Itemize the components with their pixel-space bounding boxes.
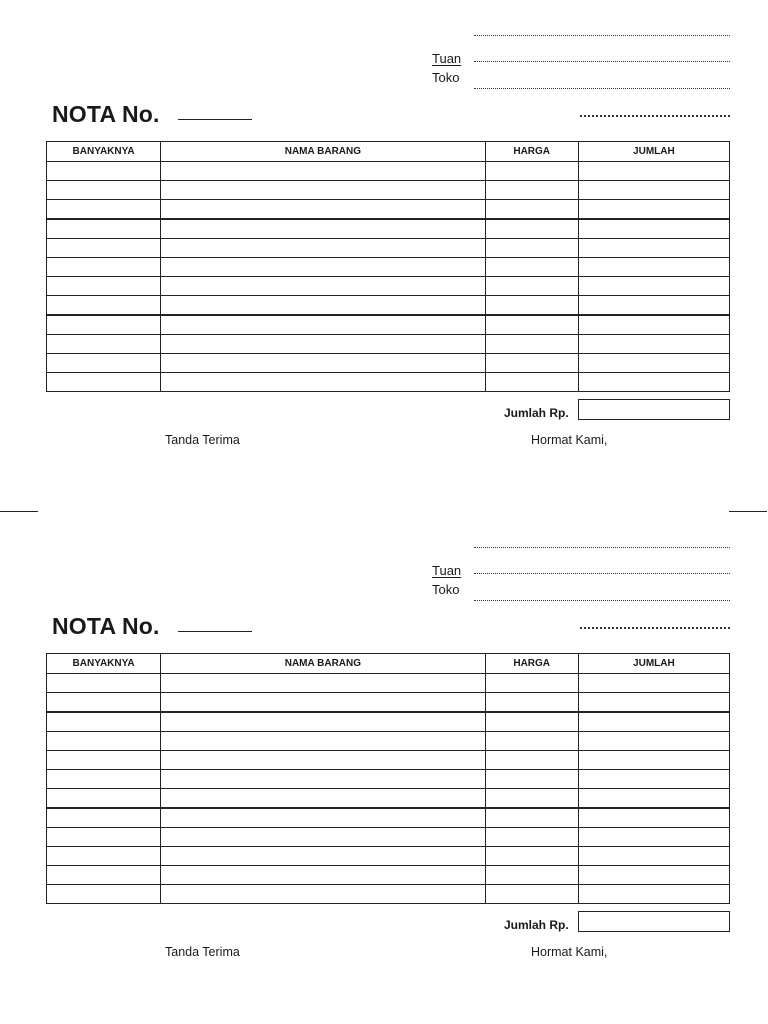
- table-row: [47, 354, 730, 373]
- item-name-cell[interactable]: [161, 866, 485, 885]
- item-name-cell[interactable]: [161, 373, 485, 392]
- quantity-cell[interactable]: [47, 693, 161, 713]
- table-row: [47, 200, 730, 220]
- column-header-item-name: NAMA BARANG: [161, 142, 485, 162]
- item-name-cell[interactable]: [161, 751, 485, 770]
- addressee-label: Tuan: [432, 563, 462, 578]
- item-name-cell[interactable]: [161, 219, 485, 239]
- item-name-cell[interactable]: [161, 712, 485, 732]
- item-name-cell[interactable]: [161, 674, 485, 693]
- item-name-cell[interactable]: [161, 885, 485, 904]
- price-cell[interactable]: [485, 751, 578, 770]
- price-cell[interactable]: [485, 296, 578, 316]
- item-name-cell[interactable]: [161, 354, 485, 373]
- table-row: [47, 808, 730, 828]
- item-name-cell[interactable]: [161, 315, 485, 335]
- quantity-cell[interactable]: [47, 847, 161, 866]
- amount-cell[interactable]: [578, 789, 729, 809]
- quantity-cell[interactable]: [47, 808, 161, 828]
- quantity-cell[interactable]: [47, 712, 161, 732]
- table-row: [47, 885, 730, 904]
- nota-title: NOTA No.: [52, 101, 160, 127]
- item-name-cell[interactable]: [161, 258, 485, 277]
- date-line[interactable]: [474, 35, 730, 36]
- price-cell[interactable]: [485, 789, 578, 809]
- amount-cell[interactable]: [578, 258, 729, 277]
- price-cell[interactable]: [485, 828, 578, 847]
- shop-line[interactable]: [474, 88, 730, 89]
- nota-number-line[interactable]: [178, 631, 252, 632]
- amount-cell[interactable]: [578, 335, 729, 354]
- table-row: [47, 789, 730, 809]
- price-cell[interactable]: [485, 693, 578, 713]
- amount-cell[interactable]: [578, 866, 729, 885]
- shop-line[interactable]: [474, 600, 730, 601]
- item-name-cell[interactable]: [161, 789, 485, 809]
- regards-signature-label: Hormat Kami,: [531, 945, 608, 959]
- quantity-cell[interactable]: [47, 354, 161, 373]
- amount-cell[interactable]: [578, 808, 729, 828]
- table-header: [47, 142, 730, 162]
- quantity-cell[interactable]: [47, 277, 161, 296]
- amount-cell[interactable]: [578, 354, 729, 373]
- table-row: [47, 828, 730, 847]
- quantity-cell[interactable]: [47, 335, 161, 354]
- quantity-cell[interactable]: [47, 162, 161, 181]
- quantity-cell[interactable]: [47, 751, 161, 770]
- date-line[interactable]: [474, 547, 730, 548]
- quantity-cell[interactable]: [47, 828, 161, 847]
- table-row: [47, 335, 730, 354]
- table-row: [47, 866, 730, 885]
- table-row: [47, 296, 730, 316]
- table-row: [47, 712, 730, 732]
- quantity-cell[interactable]: [47, 789, 161, 809]
- table-row: [47, 162, 730, 181]
- column-header-amount: JUMLAH: [578, 142, 729, 162]
- table-row: [47, 373, 730, 392]
- item-name-cell[interactable]: [161, 335, 485, 354]
- item-name-cell[interactable]: [161, 828, 485, 847]
- column-header-quantity: BANYAKNYA: [47, 654, 161, 674]
- quantity-cell[interactable]: [47, 200, 161, 220]
- nota-number-line[interactable]: [178, 119, 252, 120]
- total-amount-field[interactable]: [578, 399, 730, 420]
- shop-label: Toko: [432, 70, 460, 85]
- item-name-cell[interactable]: [161, 847, 485, 866]
- item-name-cell[interactable]: [161, 693, 485, 713]
- nota-title: NOTA No.: [52, 613, 160, 639]
- quantity-cell[interactable]: [47, 885, 161, 904]
- item-name-cell[interactable]: [161, 770, 485, 789]
- amount-cell[interactable]: [578, 239, 729, 258]
- amount-cell[interactable]: [578, 219, 729, 239]
- table-row: [47, 770, 730, 789]
- amount-cell[interactable]: [578, 885, 729, 904]
- amount-cell[interactable]: [578, 828, 729, 847]
- receipt-signature-label: Tanda Terima: [165, 433, 240, 447]
- price-cell[interactable]: [485, 181, 578, 200]
- item-name-cell[interactable]: [161, 162, 485, 181]
- amount-cell[interactable]: [578, 277, 729, 296]
- price-cell[interactable]: [485, 847, 578, 866]
- price-cell[interactable]: [485, 239, 578, 258]
- table-row: [47, 847, 730, 866]
- addressee-line[interactable]: [474, 61, 730, 62]
- items-table: [46, 141, 730, 392]
- quantity-cell[interactable]: [47, 181, 161, 200]
- items-table: [46, 653, 730, 904]
- amount-cell[interactable]: [578, 200, 729, 220]
- addressee-line[interactable]: [474, 573, 730, 574]
- item-name-cell[interactable]: [161, 732, 485, 751]
- price-cell[interactable]: [485, 712, 578, 732]
- quantity-cell[interactable]: [47, 674, 161, 693]
- nota-date-line[interactable]: [580, 115, 730, 117]
- amount-cell[interactable]: [578, 732, 729, 751]
- addressee-label: Tuan: [432, 51, 462, 66]
- table-header: [47, 654, 730, 674]
- amount-cell[interactable]: [578, 315, 729, 335]
- total-amount-field[interactable]: [578, 911, 730, 932]
- invoice-form-bottom: [0, 512, 768, 1012]
- amount-cell[interactable]: [578, 296, 729, 316]
- quantity-cell[interactable]: [47, 866, 161, 885]
- price-cell[interactable]: [485, 808, 578, 828]
- invoice-form-top: [0, 0, 768, 500]
- shop-label: Toko: [432, 582, 460, 597]
- table-row: [47, 315, 730, 335]
- amount-cell[interactable]: [578, 847, 729, 866]
- column-header-amount: JUMLAH: [578, 654, 729, 674]
- item-name-cell[interactable]: [161, 239, 485, 258]
- price-cell[interactable]: [485, 770, 578, 789]
- table-row: [47, 239, 730, 258]
- price-cell[interactable]: [485, 277, 578, 296]
- amount-cell[interactable]: [578, 693, 729, 713]
- item-name-cell[interactable]: [161, 277, 485, 296]
- price-cell[interactable]: [485, 219, 578, 239]
- quantity-cell[interactable]: [47, 732, 161, 751]
- price-cell[interactable]: [485, 732, 578, 751]
- quantity-cell[interactable]: [47, 258, 161, 277]
- table-row: [47, 732, 730, 751]
- table-row: [47, 181, 730, 200]
- receipt-signature-label: Tanda Terima: [165, 945, 240, 959]
- column-header-quantity: BANYAKNYA: [47, 142, 161, 162]
- amount-cell[interactable]: [578, 181, 729, 200]
- price-cell[interactable]: [485, 258, 578, 277]
- price-cell[interactable]: [485, 354, 578, 373]
- quantity-cell[interactable]: [47, 219, 161, 239]
- table-row: [47, 277, 730, 296]
- item-name-cell[interactable]: [161, 181, 485, 200]
- item-name-cell[interactable]: [161, 200, 485, 220]
- quantity-cell[interactable]: [47, 373, 161, 392]
- price-cell[interactable]: [485, 373, 578, 392]
- quantity-cell[interactable]: [47, 770, 161, 789]
- quantity-cell[interactable]: [47, 296, 161, 316]
- item-name-cell[interactable]: [161, 808, 485, 828]
- total-label: Jumlah Rp.: [504, 918, 569, 932]
- amount-cell[interactable]: [578, 712, 729, 732]
- nota-date-line[interactable]: [580, 627, 730, 629]
- price-cell[interactable]: [485, 885, 578, 904]
- quantity-cell[interactable]: [47, 315, 161, 335]
- table-row: [47, 258, 730, 277]
- regards-signature-label: Hormat Kami,: [531, 433, 608, 447]
- price-cell[interactable]: [485, 315, 578, 335]
- amount-cell[interactable]: [578, 373, 729, 392]
- item-name-cell[interactable]: [161, 296, 485, 316]
- price-cell[interactable]: [485, 335, 578, 354]
- amount-cell[interactable]: [578, 751, 729, 770]
- column-header-item-name: NAMA BARANG: [161, 654, 485, 674]
- quantity-cell[interactable]: [47, 239, 161, 258]
- price-cell[interactable]: [485, 162, 578, 181]
- price-cell[interactable]: [485, 866, 578, 885]
- table-row: [47, 751, 730, 770]
- table-row: [47, 693, 730, 713]
- price-cell[interactable]: [485, 200, 578, 220]
- amount-cell[interactable]: [578, 770, 729, 789]
- amount-cell[interactable]: [578, 674, 729, 693]
- table-row: [47, 219, 730, 239]
- column-header-price: HARGA: [485, 654, 578, 674]
- total-label: Jumlah Rp.: [504, 406, 569, 420]
- column-header-price: HARGA: [485, 142, 578, 162]
- amount-cell[interactable]: [578, 162, 729, 181]
- price-cell[interactable]: [485, 674, 578, 693]
- table-row: [47, 674, 730, 693]
